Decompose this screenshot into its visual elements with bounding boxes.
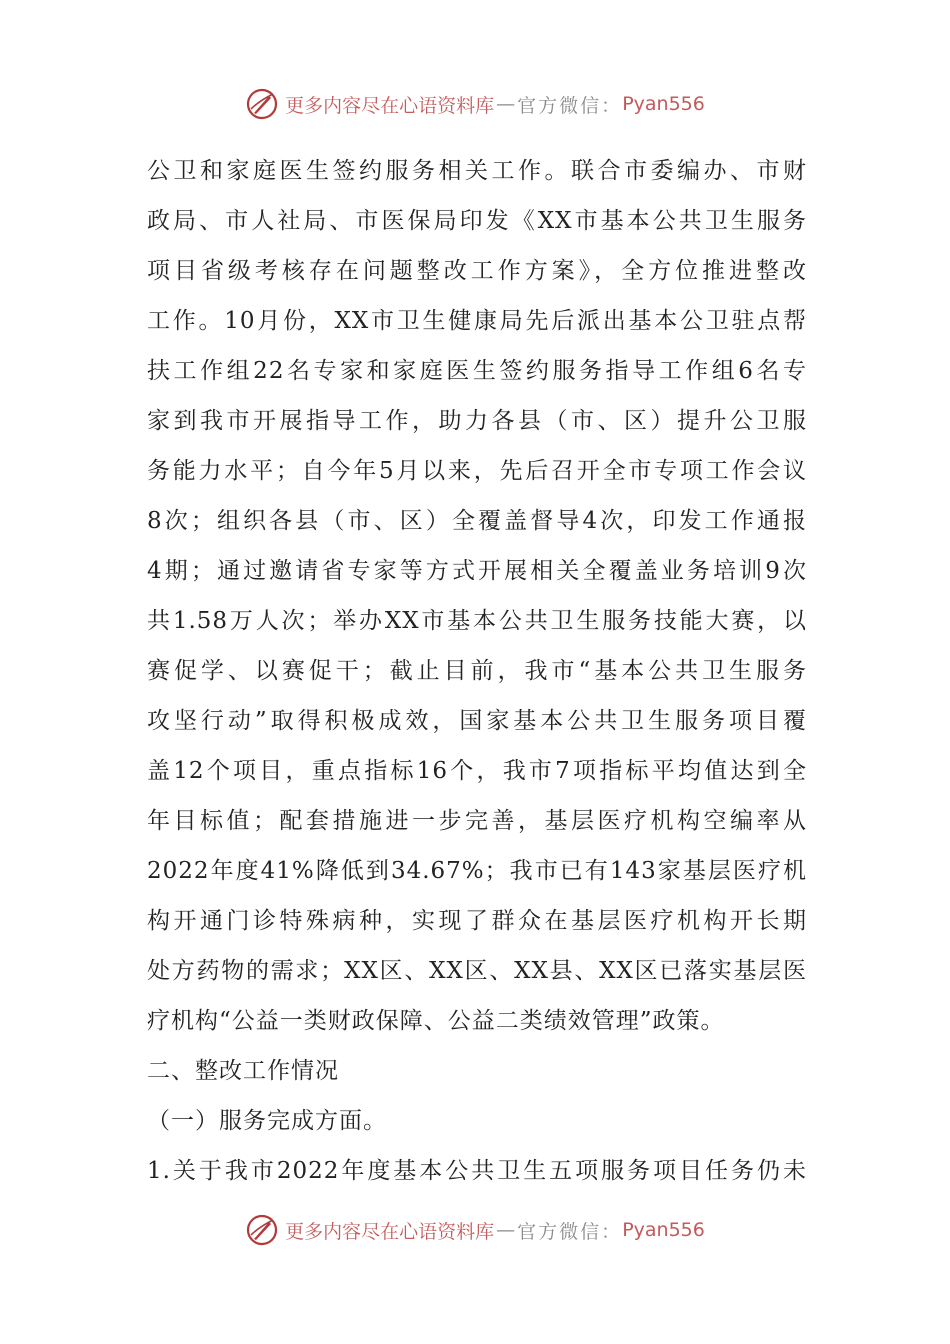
body-line: 疗机构“公益一类财政保障、公益二类绩效管理”政策。 [147, 1008, 725, 1034]
body-line: 盖12个项目，重点指标16个，我市7项指标平均值达到全 [147, 758, 807, 784]
body-line: 扶工作组22名专家和家庭医生签约服务指导工作组6名专 [147, 358, 807, 384]
section-heading: 二、整改工作情况 [147, 1058, 339, 1084]
body-line: 公卫和家庭医生签约服务相关工作。联合市委编办、市财 [147, 158, 807, 184]
body-line: 工作。10月份，XX市卫生健康局先后派出基本公卫驻点帮 [147, 308, 807, 334]
item-line: 1.关于我市2022年度基本公共卫生五项服务项目任务仍未 [147, 1158, 807, 1184]
watermark-text: 更多内容尽在心语资料库 [285, 94, 495, 117]
watermark-top [0, 84, 950, 124]
body-line: 项目省级考核存在问题整改工作方案》，全方位推进整改 [147, 258, 807, 284]
body-line: 赛促学、以赛促干；截止目前，我市“基本公共卫生服务 [147, 658, 807, 684]
document-body [147, 146, 807, 1196]
body-line: 8次；组织各县（市、区）全覆盖督导4次，印发工作通报 [147, 508, 807, 534]
body-line: 务能力水平；自今年5月以来，先后召开全市专项工作会议 [147, 458, 807, 484]
body-line: 年目标值；配套措施进一步完善，基层医疗机构空编率从 [147, 808, 807, 834]
body-line: 政局、市人社局、市医保局印发《XX市基本公共卫生服务 [147, 208, 807, 234]
watermark-text: 更多内容尽在心语资料库 [285, 1220, 495, 1243]
quill-pen-circle-icon [245, 87, 279, 121]
watermark-id: Pyan556 [622, 93, 705, 115]
body-line: 共1.58万人次；举办XX市基本公共卫生服务技能大赛，以 [147, 608, 807, 634]
watermark-label: 官方微信： [517, 1220, 623, 1243]
subsection-heading: （一）服务完成方面。 [147, 1108, 387, 1134]
body-line: 家到我市开展指导工作，助力各县（市、区）提升公卫服 [147, 408, 807, 434]
body-line: 处方药物的需求；XX区、XX区、XX县、XX区已落实基层医 [147, 958, 807, 984]
body-line: 攻坚行动”取得积极成效，国家基本公共卫生服务项目覆 [147, 708, 807, 734]
watermark-dash: — [496, 1219, 516, 1241]
quill-pen-circle-icon [245, 1213, 279, 1247]
body-line: 构开通门诊特殊病种，实现了群众在基层医疗机构开长期 [147, 908, 807, 934]
watermark-id: Pyan556 [622, 1219, 705, 1241]
watermark-dash: — [496, 93, 516, 115]
body-line: 2022年度41%降低到34.67%；我市已有143家基层医疗机 [147, 858, 807, 884]
watermark-bottom [0, 1210, 950, 1250]
body-line: 4期；通过邀请省专家等方式开展相关全覆盖业务培训9次 [147, 558, 807, 584]
watermark-label: 官方微信： [517, 94, 623, 117]
